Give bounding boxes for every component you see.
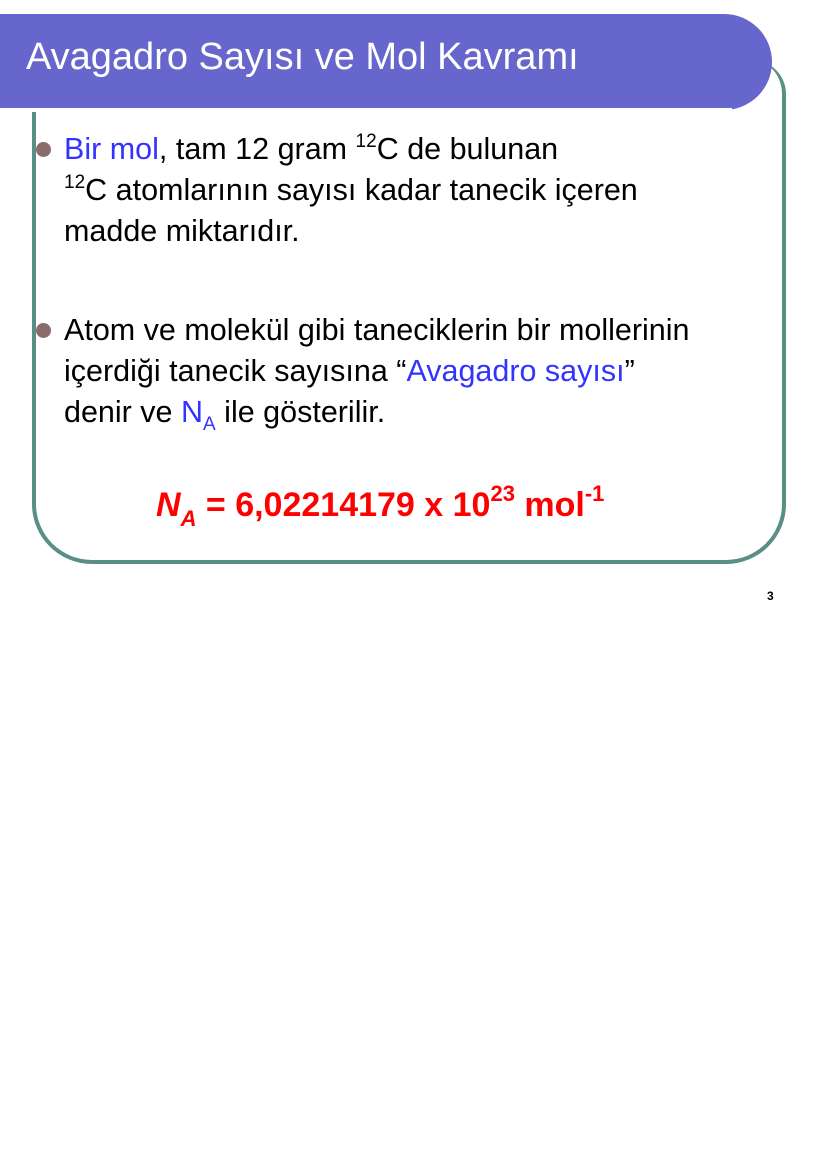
page-number: 3	[767, 589, 774, 603]
avagadro-sayisi-term: Avagadro sayısı	[406, 354, 625, 388]
bullet-2-line-2: içerdiği tanecik sayısına “Avagadro sayısı”	[64, 354, 635, 388]
bullet-2-line-3: denir ve $N_A$ ile gösterilir.	[64, 395, 386, 435]
bullet-dot-2	[36, 323, 51, 338]
mass-number-superscript: 12	[355, 131, 377, 152]
bir-mol-term: Bir mol	[64, 132, 159, 166]
formula-symbol: $N_A$	[156, 486, 197, 531]
bullet-dot-1	[36, 142, 51, 157]
bullet-1-line-3: madde miktarıdır.	[64, 214, 300, 248]
slide-title: Avagadro Sayısı ve Mol Kavramı	[26, 36, 579, 78]
bullet-2-line-1: Atom ve molekül gibi taneciklerin bir mollerinin	[64, 313, 690, 347]
title-underline	[0, 108, 732, 112]
na-symbol: $N_A$	[180, 395, 216, 435]
bullet-1-line-2: $^{12}$C atomlarının sayısı kadar tanecik içeren	[64, 172, 638, 207]
bullet-1-line-1: Bir mol, tam 12 gram $^{12}$C de bulunan	[64, 131, 559, 166]
avogadro-formula: $N_A = 6,02214179$ x $10^{23}$ mol$^{-1}$	[156, 481, 605, 531]
mass-number-superscript: 12	[64, 172, 86, 193]
